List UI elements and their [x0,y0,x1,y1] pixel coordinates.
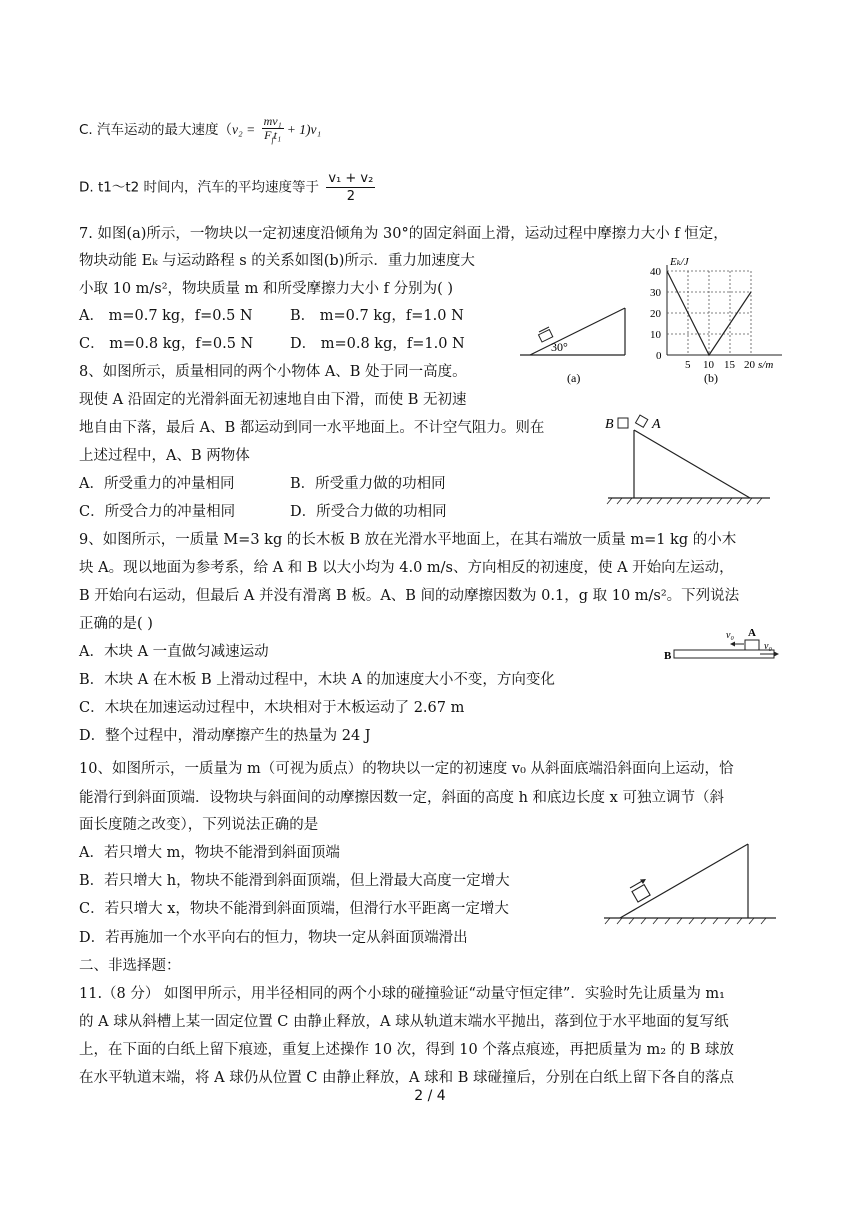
q10-line-3: 面长度随之改变），下列说法正确的是 [79,817,319,833]
q7-fig-b-ytick: 20 [650,308,661,320]
q7-option-b: B． m=0.7 kg，f=1.0 N [290,308,464,324]
q8-line-4: 上述过程中，A、B 两物体 [79,448,250,464]
q10-fig-slope [620,844,748,918]
q6-option-c-formula: v₂ = $\frac{\text{mv₁}}{F_ft_1}$ + 1)v₁ [232,114,322,145]
q9-option-d: D．整个过程中，滑动摩擦产生的热量为 24 J [79,728,371,744]
q10-option-c: C．若只增大 x，物块不能滑到斜面顶端，但滑行水平距离一定增大 [79,901,509,917]
q7-fig-a-caption: (a) [567,371,581,385]
q7-option-a: A． m=0.7 kg，f=0.5 N [79,308,253,324]
q8-line-3: 地自由下落，最后 A、B 都运动到同一水平地面上。不计空气阻力。则在 [79,420,545,436]
q10-line-1: 10、如图所示，一质量为 m（可视为质点）的物块以一定的初速度 v₀ 从斜面底端沿斜面向上运动，恰 [79,761,734,777]
page-number: 2 / 4 [414,1088,446,1104]
q6-option-d-fraction [326,170,375,205]
q7-fig-b-ytick: 30 [650,287,661,299]
q11-line-3: 上，在下面的白纸上留下痕迹，重复上述操作 10 次，得到 10 个落点痕迹，再把质量为 m₂ 的 B 球放 [79,1042,734,1058]
q9-fig-label-b: B [664,650,672,662]
q6-frac-numerator: v₁ + v₂ [328,171,374,186]
q7-fig-b-xtick: 15 [724,359,735,371]
q8-figure [600,408,775,508]
q8-line-2: 现使 A 沿固定的光滑斜面无初速地自由下滑，而使 B 无初速 [79,392,467,408]
q7-fig-a-angle: 30° [551,340,568,354]
q7-option-d: D． m=0.8 kg，f=1.0 N [290,336,465,352]
q10-option-a: A．若只增大 m，物块不能滑到斜面顶端 [79,845,340,861]
q9-fig-v0-right: v₀ [764,641,772,652]
q7-figure-a [515,300,635,390]
q11-line-4: 在水平轨道末端，将 A 球仍从位置 C 由静止释放，A 球和 B 球碰撞后，分别在白纸上留下各自的落点 [79,1070,734,1086]
q10-fig-block [632,885,650,902]
q7-fig-b-ylabel: Eₖ/J [670,256,689,268]
q8-option-c: C．所受合力的冲量相同 [79,504,236,520]
q9-line-1: 9、如图所示，一质量 M=3 kg 的长木板 B 放在光滑水平地面上，在其右端放一质量 m=1 kg 的小木 [79,532,737,548]
q7-fig-b-grid [667,271,751,355]
q7-fig-b-xtick: 20 [744,359,755,371]
q8-option-d: D．所受合力做的功相同 [290,504,447,520]
q7-fig-b-ytick: 0 [656,350,662,362]
q9-figure [660,622,785,668]
q8-option-a: A．所受重力的冲量相同 [79,476,235,492]
q9-line-2: 块 A。现以地面为参考系，给 A 和 B 以大小均为 4.0 m/s、方向相反的初速度，使 A 开始向左运动， [79,560,734,576]
q9-line-4: 正确的是( ) [79,616,153,632]
q9-fig-label-a: A [748,627,756,639]
q7-fig-b-xtick: 5 [685,359,691,371]
q7-fig-b-ytick: 10 [650,329,661,341]
q8-fig-label-b: B [605,417,614,432]
q8-fig-label-a: A [652,417,661,432]
q6-frac-denominator: 2 [346,189,355,204]
q8-option-b: B．所受重力做的功相同 [290,476,446,492]
q7-fig-b-caption: (b) [704,371,718,385]
q6-option-c-text: C. 汽车运动的最大速度 [79,121,219,138]
q6-option-d-text: D. t1～t2 时间内，汽车的平均速度等于 [79,179,320,196]
q8-fig-block-a [636,415,648,427]
q7-figure-b [640,255,790,390]
q10-figure [600,838,780,928]
q8-line-1: 8、如图所示，质量相同的两个小物体 A、B 处于同一高度。 [79,364,467,380]
q11-line-1: 11.（8 分） 如图甲所示，用半径相同的两个小球的碰撞验证“动量守恒定律”．实验时先让质量为 m₁ [79,986,725,1002]
q8-fig-block-b [618,418,628,428]
q7-option-c: C． m=0.8 kg，f=0.5 N [79,336,254,352]
q7-line-3: 小取 10 m/s²，物块质量 m 和所受摩擦力大小 f 分别为( ) [79,281,454,297]
q8-fig-slope [634,430,750,498]
q10-line-2: 能滑行到斜面顶端．设物块与斜面间的动摩擦因数一定，斜面的高度 h 和底边长度 x 可独立调节（斜 [79,790,724,806]
q11-line-2: 的 A 球从斜槽上某一固定位置 C 由静止释放，A 球从轨道末端水平抛出，落到位于水平地面的复写纸 [79,1014,729,1030]
q6-option-c: C. 汽车运动的最大速度（v₂ = $\frac{\text{mv₁}}{F_ft_1}$ + 1)v₁ [79,114,322,145]
q9-option-b: B．木块 A 在木板 B 上滑动过程中，木块 A 的加速度大小不变，方向变化 [79,672,555,688]
q9-fig-v0-left: v₀ [726,630,734,641]
q9-fig-board-b [674,650,774,658]
q7-line-1: 7. 如图(a)所示，一物块以一定初速度沿倾角为 30°的固定斜面上滑，运动过程中摩擦力大小 f 恒定， [79,226,728,242]
section-2-heading: 二、非选择题： [79,958,181,974]
q9-fig-block-a [745,640,759,650]
q6-option-d [79,170,378,205]
q7-fig-b-xlabel: s/m [758,359,774,371]
q7-fig-b-xtick: 10 [703,359,714,371]
q7-fig-b-ytick: 40 [650,266,661,278]
q10-option-d: D．若再施加一个水平向右的恒力，物块一定从斜面顶端滑出 [79,930,468,946]
q10-option-b: B．若只增大 h，物块不能滑到斜面顶端，但上滑最大高度一定增大 [79,873,510,889]
q9-option-a: A．木块 A 一直做匀减速运动 [79,644,269,660]
q9-option-c: C．木块在加速运动过程中，木块相对于木板运动了 2.67 m [79,700,465,716]
q7-line-2: 物块动能 Eₖ 与运动路程 s 的关系如图(b)所示．重力加速度大 [79,253,475,269]
q9-line-3: B 开始向右运动，但最后 A 并没有滑离 B 板。A、B 间的动摩擦因数为 0.1，g 取 10 m/s²。下列说法 [79,588,740,604]
